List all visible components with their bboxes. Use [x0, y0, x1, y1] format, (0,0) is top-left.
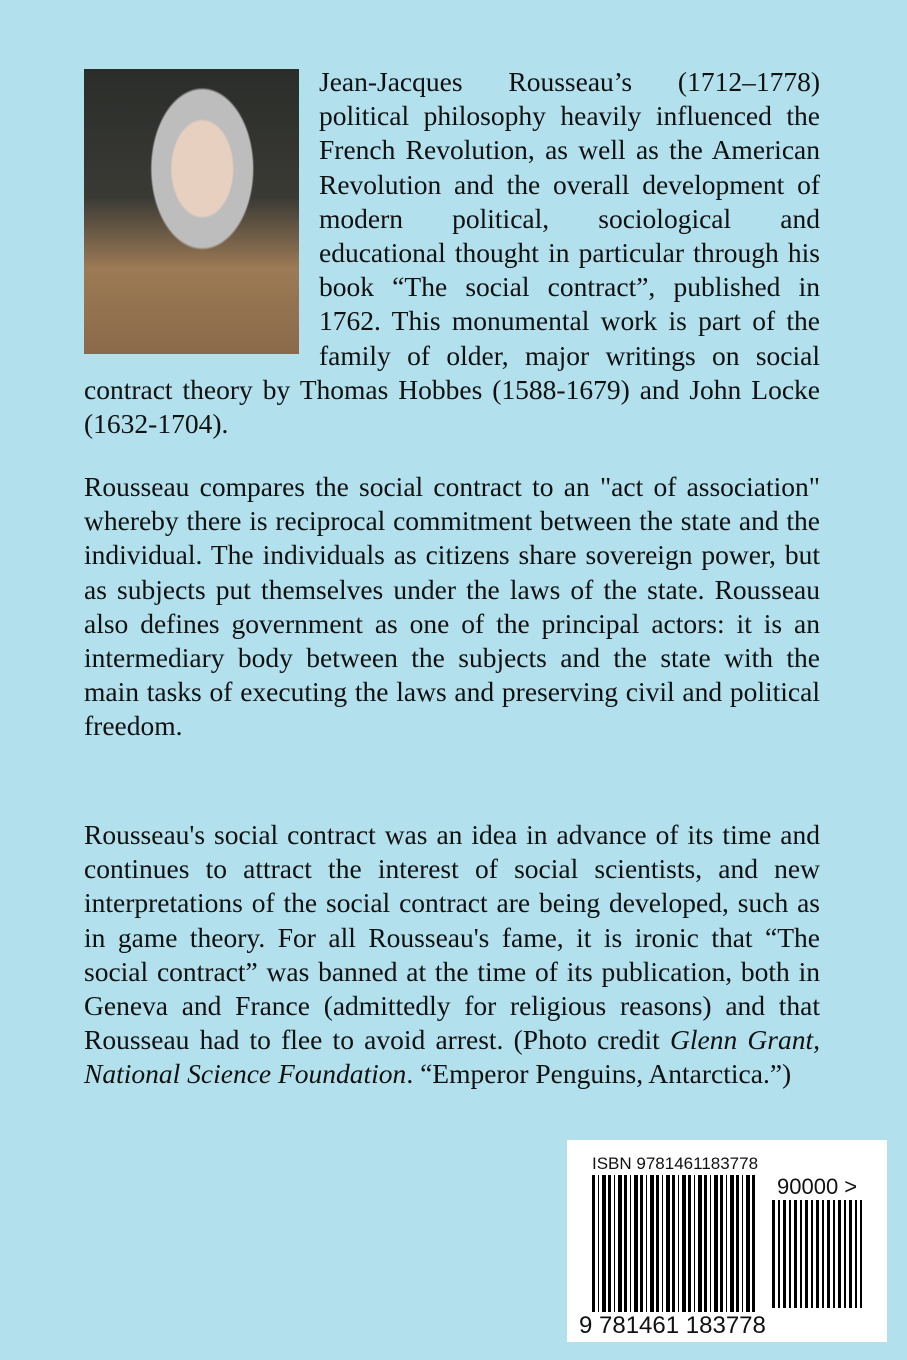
isbn-digits: 9 781461 183778	[579, 1312, 766, 1339]
paragraph-legacy-text: Rousseau's social contract was an idea in advance of its time and continues to attract the interest of social scientists, and new interpretations of the social contract are being developed, such as in game theory. For all Rousseau's fame, it is ironic that “The social contract” was banned at the time of its publication, both in Geneva and France (admittedly for religious reasons) and that Rousseau had to flee to avoid arrest. (Photo credit	[84, 819, 820, 1056]
paragraph-legacy	[84, 818, 820, 1092]
paragraph-association: Rousseau compares the social contract to an "act of association" whereby there is reciprocal commitment between the state and the individual. The individuals as citizens share sovereign power, but as subjects put themselves under the laws of the state. Rousseau also defines government as one of the principal actors: it is an intermediary body between the subjects and the state with the main tasks of executing the laws and preserving civil and political freedom.	[84, 471, 820, 742]
isbn-label: ISBN 9781461183778	[592, 1154, 759, 1173]
paragraph-intro-text: Jean-Jacques Rousseau’s (1712–1778) political philosophy heavily influenced the French Revolution, as well as the American Revolution and the overall development of modern political, sociological and educational thought in particular through his book “The social contract”, published in 1762. This monumental work is part of the family of older, major writings on social contract theory by Thomas Hobbes (1588-1679) and John Locke (1632-1704).	[84, 66, 820, 440]
photo-credit-end: . “Emperor Penguins, Antarctica.”)	[406, 1058, 792, 1090]
barcode-bars	[592, 1175, 757, 1317]
photo-credit: Glenn Grant, National Science Foundation	[84, 1024, 820, 1090]
price-barcode-bars	[772, 1200, 862, 1308]
paragraph-intro	[84, 65, 820, 441]
price-code: 90000 >	[777, 1174, 858, 1199]
isbn-barcode	[567, 1140, 887, 1342]
